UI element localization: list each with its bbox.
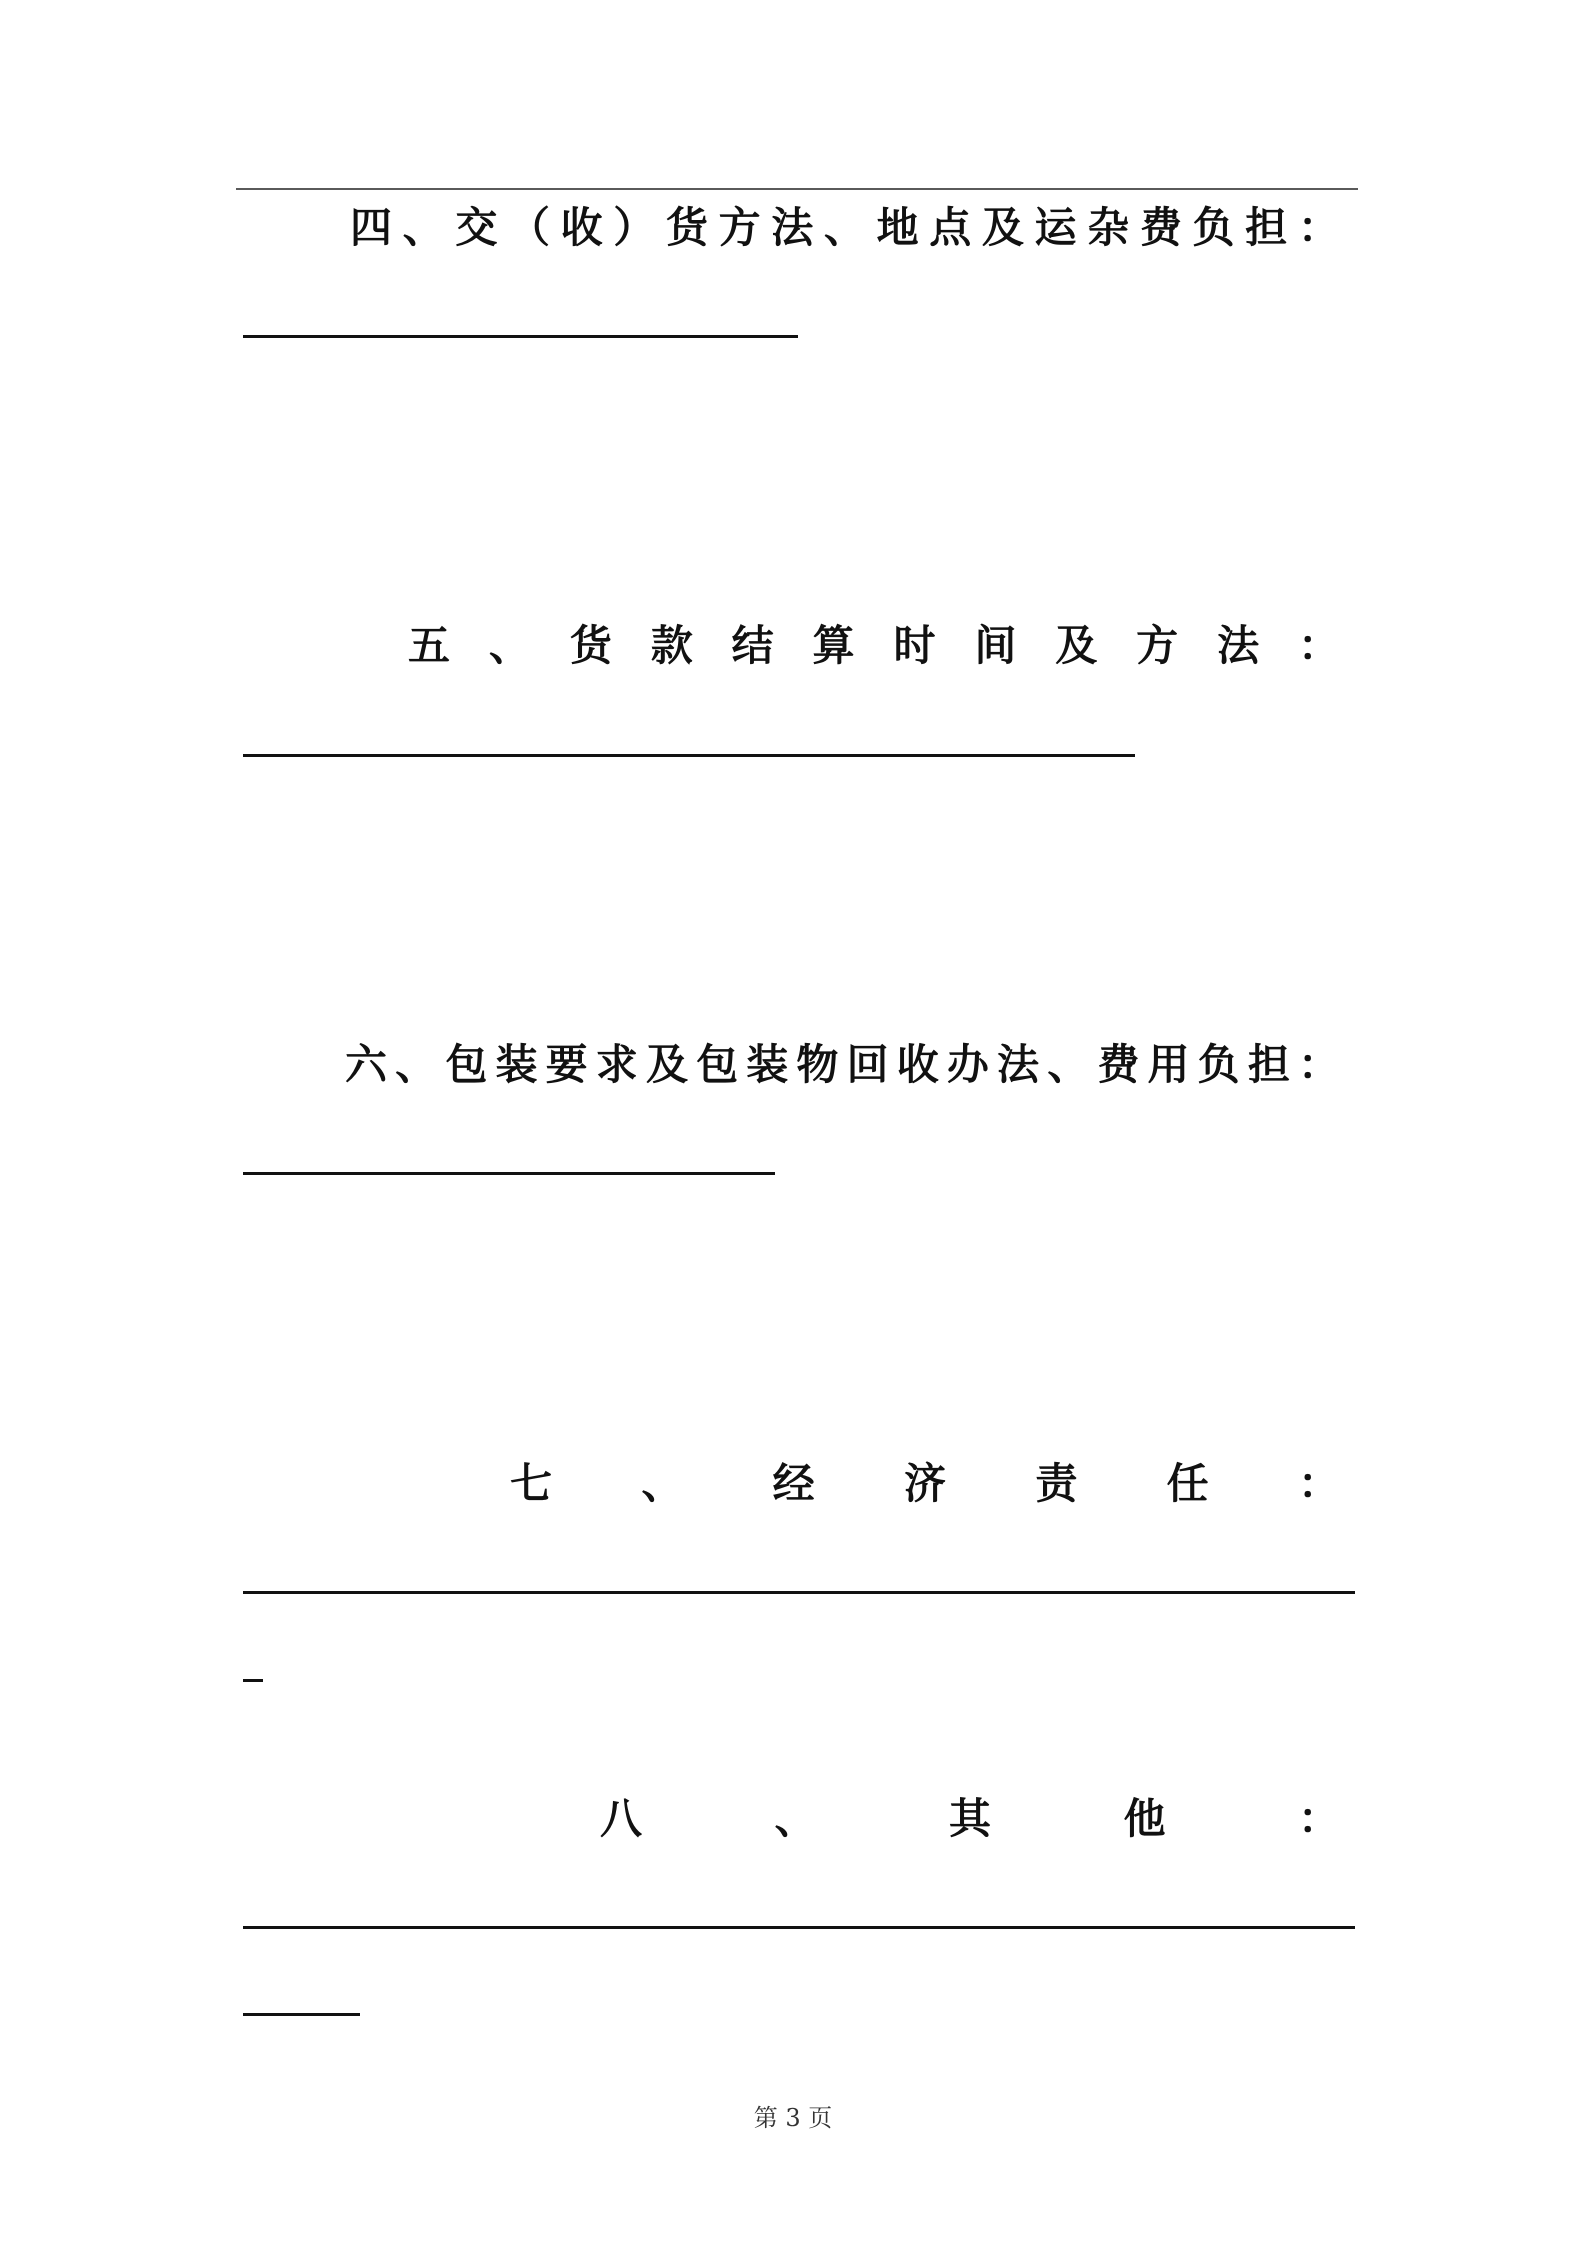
heading-char: 用 bbox=[1147, 1040, 1190, 1089]
heading-char: 、 bbox=[641, 1459, 684, 1508]
heading-char: 任 bbox=[1166, 1459, 1209, 1508]
heading-char: 法 bbox=[771, 203, 814, 252]
heading-char: 八 bbox=[600, 1794, 643, 1843]
heading-char: 及 bbox=[1055, 621, 1098, 670]
heading-char: 、 bbox=[402, 203, 445, 252]
heading-char: 货 bbox=[569, 621, 612, 670]
heading-char: 七 bbox=[510, 1459, 553, 1508]
heading-char: 款 bbox=[650, 621, 693, 670]
heading-char: 收 bbox=[896, 1040, 939, 1089]
heading-char: ： bbox=[1297, 1794, 1340, 1843]
section-heading-packaging bbox=[345, 1033, 1340, 1097]
heading-char: 办 bbox=[946, 1040, 989, 1089]
heading-char: 运 bbox=[1034, 203, 1077, 252]
heading-char: 地 bbox=[876, 203, 919, 252]
heading-char: 方 bbox=[1136, 621, 1179, 670]
heading-char: 装 bbox=[495, 1040, 538, 1089]
heading-char: 货 bbox=[665, 203, 708, 252]
heading-char: （ bbox=[507, 203, 550, 252]
section-heading-payment bbox=[408, 614, 1340, 678]
heading-char: 算 bbox=[812, 621, 855, 670]
heading-char: 要 bbox=[545, 1040, 588, 1089]
heading-char: ： bbox=[1297, 621, 1340, 670]
heading-char: 负 bbox=[1197, 1040, 1240, 1089]
heading-char: 担 bbox=[1245, 203, 1288, 252]
heading-char: 法 bbox=[1217, 621, 1260, 670]
heading-char: 他 bbox=[1123, 1794, 1166, 1843]
heading-char: ： bbox=[1297, 1040, 1340, 1089]
heading-char: 、 bbox=[823, 203, 866, 252]
fill-in-blank[interactable] bbox=[243, 1172, 775, 1175]
heading-char: 费 bbox=[1139, 203, 1182, 252]
heading-char: 费 bbox=[1097, 1040, 1140, 1089]
heading-char: 其 bbox=[948, 1794, 991, 1843]
fill-in-blank-continued[interactable] bbox=[243, 2013, 360, 2016]
heading-char: 装 bbox=[746, 1040, 789, 1089]
heading-char: 回 bbox=[846, 1040, 889, 1089]
heading-char: 担 bbox=[1247, 1040, 1290, 1089]
heading-char: 包 bbox=[445, 1040, 488, 1089]
heading-char: 及 bbox=[645, 1040, 688, 1089]
fill-in-blank[interactable] bbox=[243, 335, 798, 338]
heading-char: 交 bbox=[455, 203, 498, 252]
heading-char: 六 bbox=[345, 1040, 388, 1089]
fill-in-blank[interactable] bbox=[243, 754, 1135, 757]
heading-char: 时 bbox=[893, 621, 936, 670]
heading-char: 、 bbox=[774, 1794, 817, 1843]
heading-char: 及 bbox=[981, 203, 1024, 252]
heading-char: ） bbox=[613, 203, 656, 252]
heading-char: ： bbox=[1297, 1459, 1340, 1508]
heading-char: 物 bbox=[796, 1040, 839, 1089]
heading-char: 、 bbox=[1047, 1040, 1090, 1089]
heading-char: 杂 bbox=[1087, 203, 1130, 252]
heading-char: 求 bbox=[595, 1040, 638, 1089]
heading-char: 济 bbox=[903, 1459, 946, 1508]
heading-char: 点 bbox=[929, 203, 972, 252]
fill-in-blank[interactable] bbox=[243, 1591, 1355, 1594]
section-heading-other bbox=[600, 1787, 1340, 1851]
fill-in-blank[interactable] bbox=[243, 1926, 1355, 1929]
heading-char: 责 bbox=[1035, 1459, 1078, 1508]
header-rule bbox=[236, 188, 1358, 190]
section-heading-liability bbox=[510, 1452, 1340, 1516]
heading-char: 经 bbox=[772, 1459, 815, 1508]
heading-char: 结 bbox=[731, 621, 774, 670]
heading-char: 四 bbox=[350, 203, 393, 252]
heading-char: ： bbox=[1297, 203, 1340, 252]
heading-char: 间 bbox=[974, 621, 1017, 670]
heading-char: 五 bbox=[408, 621, 451, 670]
heading-char: 法 bbox=[997, 1040, 1040, 1089]
page-number: 第 3 页 bbox=[753, 2104, 833, 2132]
heading-char: 包 bbox=[696, 1040, 739, 1089]
fill-in-blank-continued[interactable] bbox=[243, 1679, 263, 1682]
section-heading-delivery bbox=[350, 196, 1340, 260]
heading-char: 、 bbox=[488, 621, 531, 670]
heading-char: 、 bbox=[395, 1040, 438, 1089]
heading-char: 方 bbox=[718, 203, 761, 252]
heading-char: 负 bbox=[1192, 203, 1235, 252]
heading-char: 收 bbox=[560, 203, 603, 252]
